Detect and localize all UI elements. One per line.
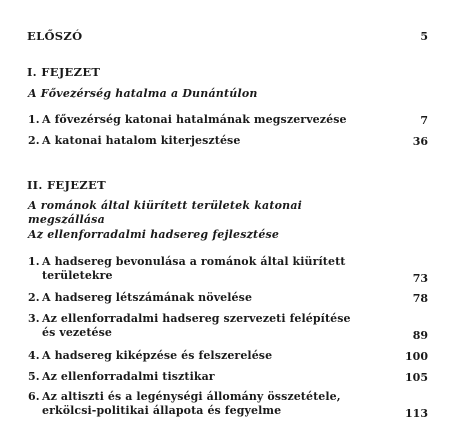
chapter2-subtitle-line3: Az ellenforradalmi hadsereg fejlesztése (28, 228, 280, 241)
chapter1-item-2 (28, 134, 240, 147)
chapter2-item-3 (28, 312, 351, 325)
item-text: A hadsereg létszámának növelése (42, 291, 253, 304)
item-number: 6. (28, 390, 40, 403)
chapter2-item-4-page: 100 (405, 350, 428, 363)
chapter1-item-1-page: 7 (420, 114, 428, 127)
chapter2-item-6-cont: erkölcsi-politikai állapota és fegyelme (42, 404, 282, 417)
item-number: 3. (28, 312, 40, 325)
item-text: Az altiszti és a legénységi állomány összetétele, (42, 390, 341, 403)
item-text: A hadsereg kiképzése és felszerelése (42, 349, 273, 362)
item-number: 1. (28, 255, 40, 268)
chapter2-item-6 (28, 390, 341, 403)
item-text: Az ellenforradalmi tisztikar (42, 370, 215, 383)
item-number: 1. (28, 113, 40, 126)
chapter2-item-2-page: 78 (412, 292, 428, 305)
chapter2-item-1-cont: területekre (42, 269, 113, 282)
chapter2-item-5 (28, 370, 215, 383)
item-text: Az ellenforradalmi hadsereg szervezeti felépítése (42, 312, 351, 325)
chapter2-item-5-page: 105 (405, 371, 428, 384)
item-text: A fővezérség katonai hatalmának megszervezése (42, 113, 347, 126)
chapter2-subtitle-line1: A románok által kiürített területek katonai (28, 199, 303, 212)
foreword-page: 5 (420, 30, 428, 43)
chapter2-item-1-page: 73 (412, 272, 428, 285)
chapter2-item-3-page: 89 (412, 329, 428, 342)
chapter1-item-1 (28, 113, 347, 126)
item-text: A katonai hatalom kiterjesztése (42, 134, 241, 147)
chapter2-item-6-page: 113 (405, 407, 428, 420)
item-text: A hadsereg bevonulása a románok által kiürített (42, 255, 346, 268)
chapter2-item-4 (28, 349, 272, 362)
item-number: 2. (28, 291, 40, 304)
chapter1-item-2-page: 36 (412, 135, 428, 148)
chapter2-item-3-cont: és vezetése (42, 326, 113, 339)
chapter2-subtitle-line2: megszállása (28, 213, 105, 226)
chapter1-subtitle: A Fővezérség hatalma a Dunántúlon (28, 87, 258, 100)
chapter2-heading: II. FEJEZET (27, 178, 106, 192)
chapter2-item-1 (28, 255, 345, 268)
item-number: 5. (28, 370, 40, 383)
foreword-title: ELŐSZÓ (27, 29, 83, 43)
item-number: 4. (28, 349, 40, 362)
item-number: 2. (28, 134, 40, 147)
chapter1-heading: I. FEJEZET (27, 65, 101, 79)
chapter2-item-2 (28, 291, 252, 304)
